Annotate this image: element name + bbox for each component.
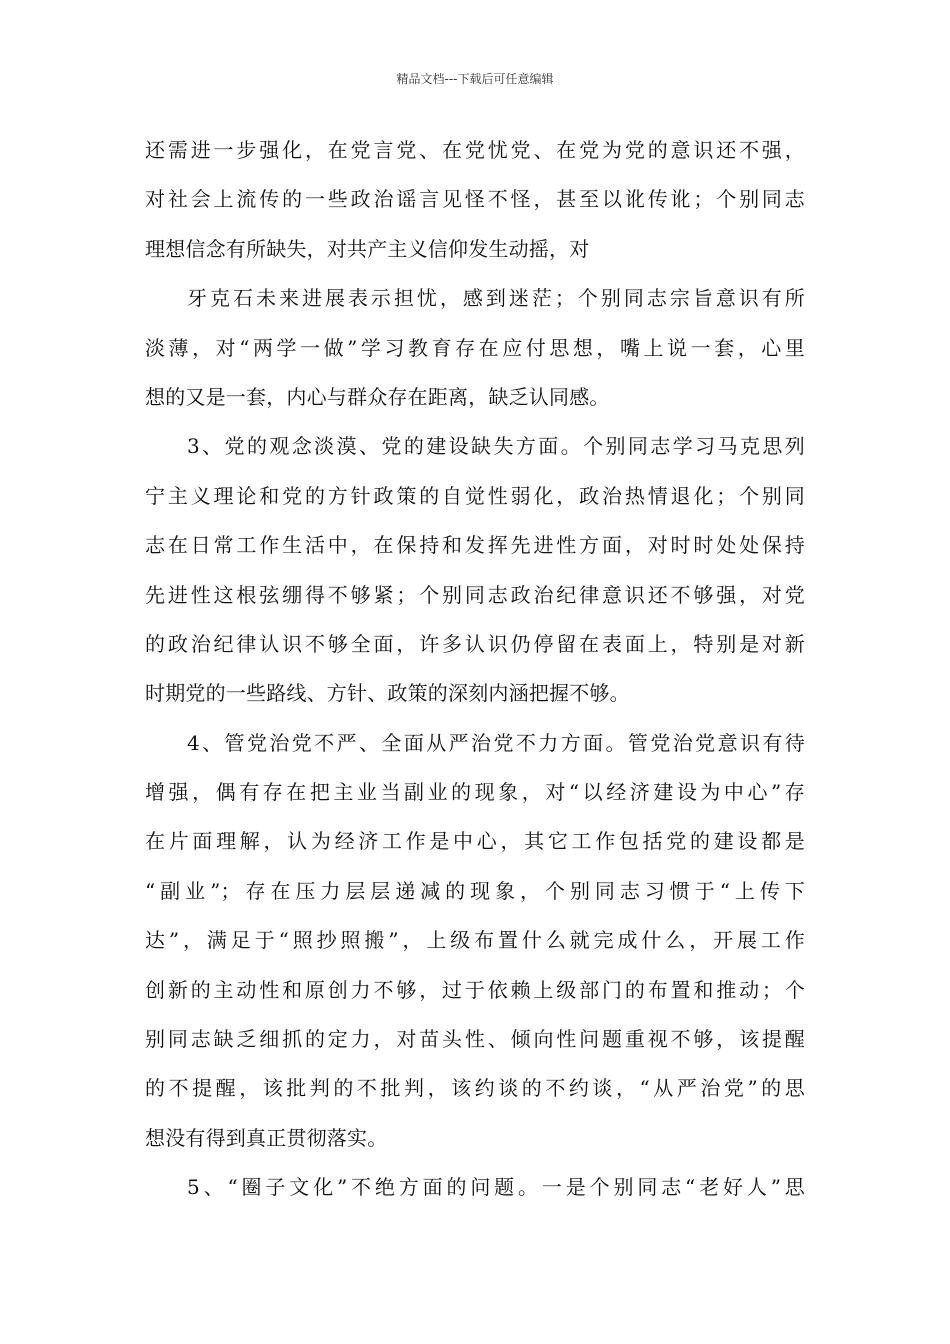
text-line: 想的又是一套，内心与群众存在距离，缺乏认同感。 [145,384,610,409]
paragraph-4 [145,719,805,1164]
text-line: 对社会上流传的一些政治谣言见怪不怪，甚至以讹传讹；个别同志 [145,187,805,212]
text-line: 理想信念有所缺失，对共产主义信仰发生动摇，对 [145,236,590,261]
text-line: 宁主义理论和党的方针政策的自觉性弱化，政治热情退化；个别同 [145,483,805,508]
text-line: 志在日常工作生活中，在保持和发挥先进性方面，对时时处处保持 [145,533,805,558]
text-line: 5、“圈子文化”不绝方面的问题。一是个别同志“老好人”思 [187,1175,805,1200]
text-line: 淡薄，对“两学一做”学习教育存在应付思想，嘴上说一套，心里 [145,335,805,360]
text-line: 创新的主动性和原创力不够，过于依赖上级部门的布置和推动；个 [145,977,805,1002]
text-line: 时期党的一些路线、方针、政策的深刻内涵把握不够。 [145,681,630,706]
text-line: 达”，满足于“照抄照搬”，上级布置什么就完成什么，开展工作 [145,928,805,953]
paragraph-2 [145,274,805,422]
paragraph-3 [145,422,805,718]
paragraph-1 [145,126,805,274]
page-header: 精品文档---下载后可任意编辑 [396,72,554,86]
text-line: 3、党的观念淡漠、党的建设缺失方面。个别同志学习马克思列 [187,434,805,459]
text-line: 牙克石未来进展表示担忧，感到迷茫；个别同志宗旨意识有所 [187,286,805,311]
text-line: 先进性这根弦绷得不够紧；个别同志政治纪律意识还不够强，对党 [145,582,805,607]
text-line: 想没有得到真正贯彻落实。 [145,1125,388,1150]
text-line: 的政治纪律认识不够全面，许多认识仍停留在表面上，特别是对新 [145,631,805,656]
document-body [145,126,805,1213]
text-line: 4、管党治党不严、全面从严治党不力方面。管党治党意识有待 [187,730,805,755]
text-line: 还需进一步强化，在党言党、在党忧党、在党为党的意识还不强， [145,138,805,162]
text-line: “副业”；存在压力层层递减的现象，个别同志习惯于“上传下 [145,878,805,903]
paragraph-5 [145,1163,805,1212]
text-line: 在片面理解，认为经济工作是中心，其它工作包括党的建设都是 [145,829,805,854]
text-line: 增强，偶有存在把主业当副业的现象，对“以经济建设为中心”存 [145,780,805,805]
text-line: 别同志缺乏细抓的定力，对苗头性、倾向性问题重视不够，该提醒 [145,1027,805,1052]
text-line: 的不提醒，该批判的不批判，该约谈的不约谈，“从严治党”的思 [145,1076,805,1101]
